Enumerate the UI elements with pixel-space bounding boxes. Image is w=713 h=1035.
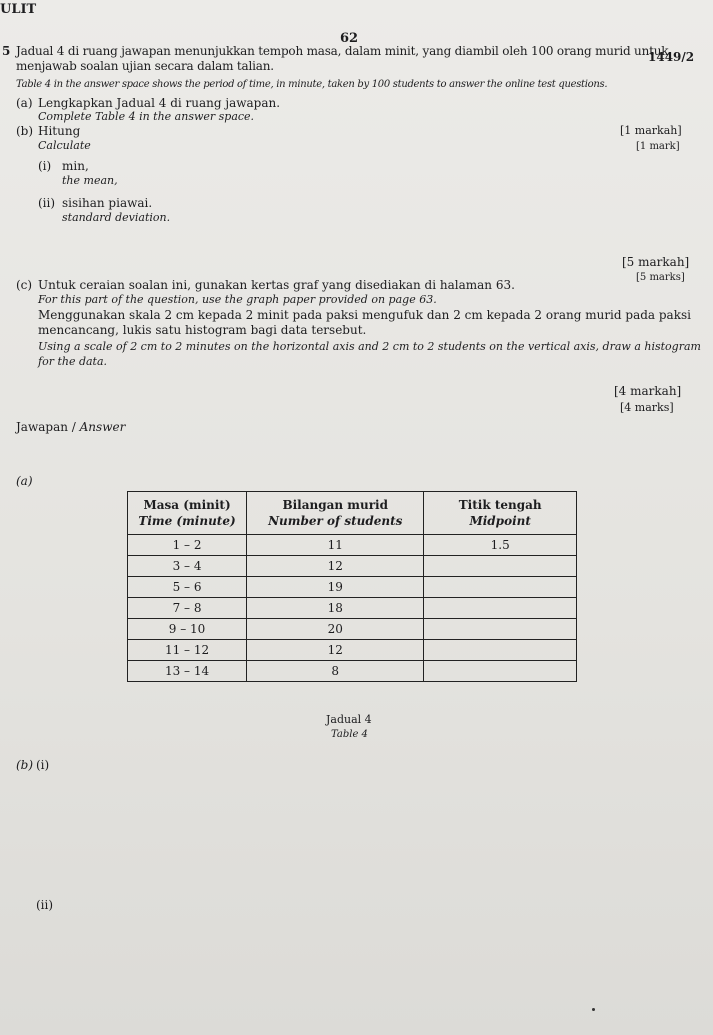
part-b-marks-english: [5 marks] [636, 272, 685, 283]
ink-dot [592, 1008, 595, 1011]
table-row [128, 661, 577, 682]
midpoint-cell[interactable] [424, 556, 577, 577]
part-b-malay: Hitung [38, 124, 81, 138]
students-cell: 12 [247, 556, 424, 577]
part-a-marks-english: [1 mark] [636, 141, 680, 152]
time-cell: 9 – 10 [128, 619, 247, 640]
part-a-malay: Lengkapkan Jadual 4 di ruang jawapan. [38, 96, 281, 110]
students-cell: 19 [247, 577, 424, 598]
answer-heading-english: Answer [79, 420, 126, 434]
answer-a-label: (a) [16, 474, 33, 488]
part-b-i-english: the mean, [62, 174, 118, 187]
intro-malay: Jadual 4 di ruang jawapan menunjukkan tempoh masa, dalam minit, yang diambil oleh 100 orang murid untuk menjawab soalan ujian secara dalam talian. [16, 44, 669, 73]
header-midpoint-malay: Titik tengah [458, 498, 542, 512]
header-confidential: ULIT [0, 2, 37, 17]
part-c-malay-1: Untuk ceraian soalan ini, gunakan kertas graf yang disediakan di halaman 63. [38, 278, 515, 292]
midpoint-cell[interactable] [424, 640, 577, 661]
table-row [128, 640, 577, 661]
question-number: 5 [2, 44, 11, 58]
part-a-label: (a) [16, 96, 33, 110]
header-midpoint [424, 492, 577, 535]
frequency-table [127, 491, 577, 682]
part-c-english-2: Using a scale of 2 cm to 2 minutes on the horizontal axis and 2 cm to 2 students on the vertical axis, draw a histogram for the data. [38, 340, 701, 368]
table-row [128, 598, 577, 619]
answer-b-label: (b) [16, 758, 34, 772]
header-time-english: Time (minute) [138, 514, 236, 528]
students-cell: 18 [247, 598, 424, 619]
table-row [128, 577, 577, 598]
students-cell: 11 [247, 535, 424, 556]
part-c-marks-english: [4 marks] [620, 401, 674, 414]
part-b-english: Calculate [38, 139, 91, 152]
midpoint-cell[interactable] [424, 619, 577, 640]
time-cell: 5 – 6 [128, 577, 247, 598]
part-b-ii-english: standard deviation. [62, 211, 171, 224]
part-b-i-malay: min, [62, 159, 89, 173]
time-cell: 1 – 2 [128, 535, 247, 556]
time-cell: 11 – 12 [128, 640, 247, 661]
part-b-ii-malay: sisihan piawai. [62, 196, 153, 210]
midpoint-cell[interactable]: 1.5 [424, 535, 577, 556]
part-b-i-label: (i) [38, 159, 52, 173]
students-cell: 12 [247, 640, 424, 661]
midpoint-cell[interactable] [424, 577, 577, 598]
time-cell: 13 – 14 [128, 661, 247, 682]
answer-heading-malay: Jawapan / [16, 420, 80, 434]
header-students-malay: Bilangan murid [282, 498, 388, 512]
part-c-english-1: For this part of the question, use the graph paper provided on page 63. [38, 293, 437, 306]
table-row [128, 556, 577, 577]
part-c-marks-malay: [4 markah] [614, 384, 682, 398]
part-a-marks-malay: [1 markah] [620, 124, 682, 137]
table-header-row [128, 492, 577, 535]
part-c-malay-2: Menggunakan skala 2 cm kepada 2 minit pada paksi mengufuk dan 2 cm kepada 2 orang murid pada paksi mencancang, lukis satu histogram bagi data tersebut. [38, 308, 691, 337]
part-b-label: (b) [16, 124, 34, 138]
table-caption-malay: Jadual 4 [326, 713, 372, 726]
paper-code: 1449/2 [648, 50, 695, 64]
table-row [128, 535, 577, 556]
header-time [128, 492, 247, 535]
page-number: 62 [340, 31, 359, 46]
header-time-malay: Masa (minit) [143, 498, 231, 512]
header-students [247, 492, 424, 535]
answer-b-ii-label: (ii) [36, 898, 54, 912]
part-c-label: (c) [16, 278, 33, 292]
students-cell: 20 [247, 619, 424, 640]
students-cell: 8 [247, 661, 424, 682]
intro-english: Table 4 in the answer space shows the period of time, in minute, taken by 100 students to answer the online test questions. [16, 79, 608, 90]
table-caption-english: Table 4 [331, 729, 368, 740]
table-row [128, 619, 577, 640]
midpoint-cell[interactable] [424, 661, 577, 682]
header-midpoint-english: Midpoint [469, 514, 531, 528]
part-b-ii-label: (ii) [38, 196, 56, 210]
time-cell: 3 – 4 [128, 556, 247, 577]
header-students-english: Number of students [268, 514, 403, 528]
time-cell: 7 – 8 [128, 598, 247, 619]
midpoint-cell[interactable] [424, 598, 577, 619]
answer-heading [16, 420, 125, 434]
answer-b-i-label: (i) [36, 758, 50, 772]
part-a-english: Complete Table 4 in the answer space. [38, 110, 255, 123]
part-b-marks-malay: [5 markah] [622, 255, 690, 269]
